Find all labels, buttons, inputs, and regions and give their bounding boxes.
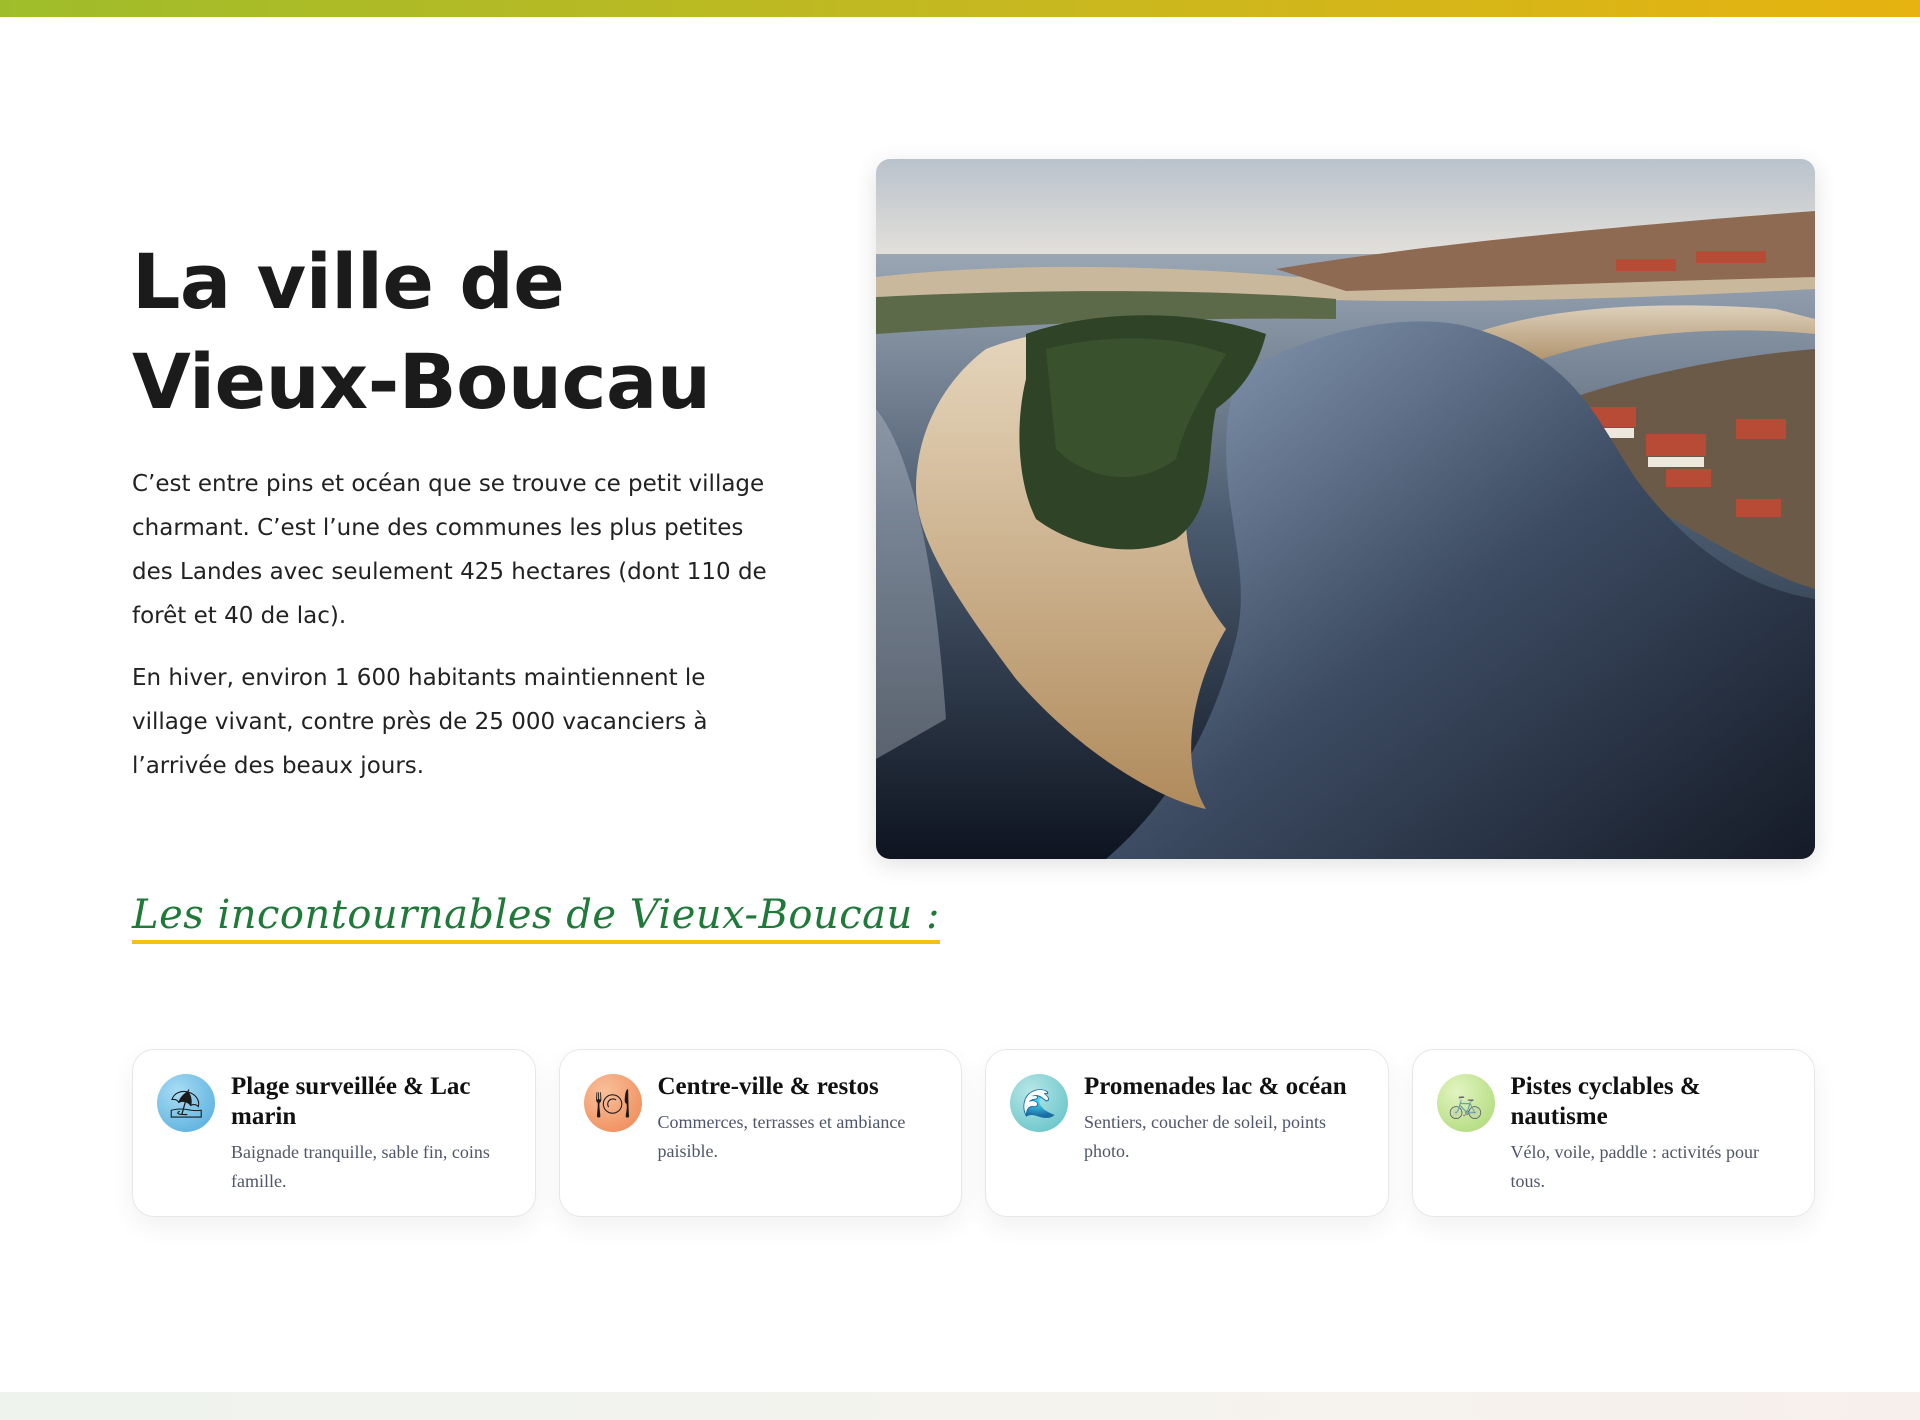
card-title: Promenades lac & océan (1084, 1073, 1347, 1100)
card-title: Plage surveillée & Lac marin (231, 1073, 471, 1130)
page-title-line-1: La ville de (132, 237, 565, 326)
top-accent-bar (0, 0, 1920, 17)
card-text (1084, 1072, 1364, 1196)
intro-block-1 (132, 462, 772, 638)
plate-cutlery-icon: 🍽 (584, 1074, 642, 1132)
card-title: Pistes cyclables & nautisme (1510, 1073, 1701, 1130)
page-title-line-2: Vieux-Boucau (132, 337, 711, 426)
card-text (231, 1072, 511, 1196)
card-text (658, 1072, 938, 1196)
intro-block-2 (132, 656, 772, 788)
aerial-photo (876, 159, 1815, 859)
page-title (132, 232, 772, 432)
card-description: Commerces, terrasses et ambiance paisible. (657, 1112, 906, 1161)
bicycle-icon: 🚲 (1437, 1074, 1495, 1132)
bottom-section-band (0, 1392, 1920, 1420)
intro-paragraph-2: En hiver, environ 1 600 habitants maintiennent le village vivant, contre près de 25 000 vacanciers à l’arrivée des beaux jours. (132, 665, 708, 779)
beach-umbrella-icon: ⛱ (157, 1074, 215, 1132)
card-text (1511, 1072, 1791, 1196)
wave-icon: 🌊 (1010, 1074, 1068, 1132)
card-cycling-watersports[interactable] (1412, 1049, 1816, 1217)
aerial-photo-illustration (876, 159, 1815, 859)
card-title: Centre-ville & restos (657, 1073, 879, 1100)
card-beach-lake[interactable] (132, 1049, 536, 1217)
must-see-cards (132, 1049, 1815, 1219)
must-see-heading: Les incontournables de Vieux-Boucau : (132, 892, 940, 944)
card-town-restaurants[interactable] (559, 1049, 963, 1217)
intro-paragraph-1: C’est entre pins et océan que se trouve ce petit village charmant. C’est l’une des communes les plus petites des Landes avec seulement 425 hectares (dont 110 de forêt et 40 de lac). (132, 471, 767, 629)
card-walks[interactable] (985, 1049, 1389, 1217)
card-description: Vélo, voile, paddle : activités pour tous. (1510, 1142, 1759, 1191)
card-description: Sentiers, coucher de soleil, points photo. (1084, 1112, 1326, 1161)
card-description: Baignade tranquille, sable fin, coins famille. (231, 1142, 490, 1191)
